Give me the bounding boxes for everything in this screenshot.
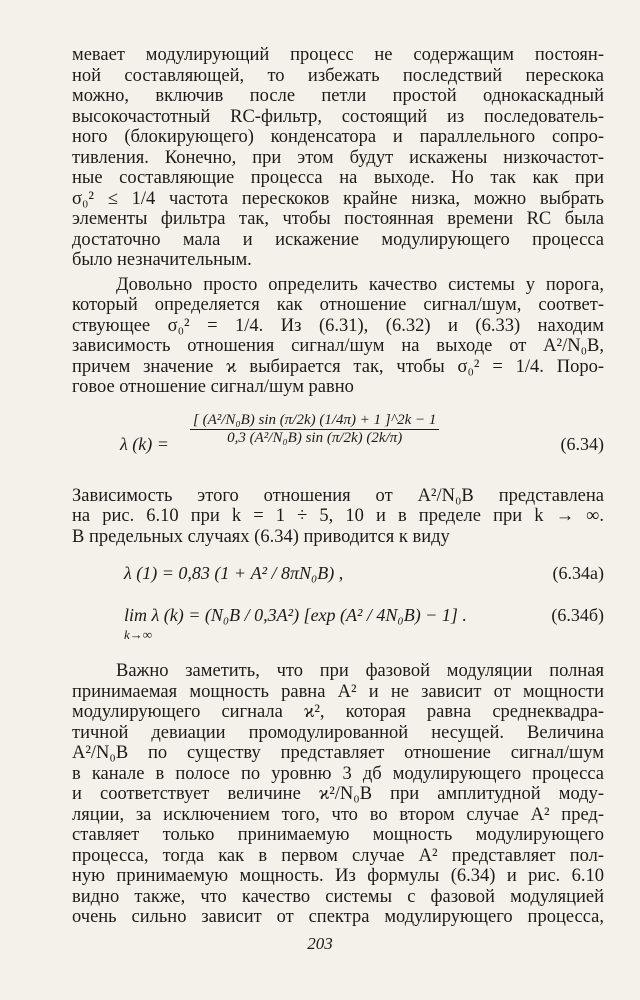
text-line: видно также, что качество системы с фазовой модуляцией (72, 886, 604, 907)
text-line: достаточно мала и искажение модулирующего процесса (72, 229, 604, 250)
equation-denominator: 0,3 (A²/N₀B) sin (π/2k) (2k/π) (227, 429, 403, 446)
text-line: очень сильно зависит от спектра модулирующего процесса, (72, 907, 604, 927)
paragraph-1 (72, 45, 604, 271)
equation-fraction (190, 412, 439, 447)
text-line: ной составляющей, то избежать последствий перескока (72, 65, 604, 86)
text-line: можно, включив после петли простой однокаскадный (72, 86, 604, 106)
equation-numerator: [ (A²/N₀B) sin (π/2k) (1/4π) + 1 ]^2k − 1 (190, 412, 439, 430)
text-line: мевает модулирующий процесс не содержащим постоян- (72, 45, 604, 65)
equation-number: (6.34) (560, 433, 604, 454)
text-line: ствующее σ₀² = 1/4. Из (6.31), (6.32) и (6.33) находим (72, 315, 604, 336)
limit-subscript: k→∞ (124, 627, 153, 642)
page-number: 203 (307, 934, 333, 953)
paragraph-3 (72, 486, 604, 548)
equation-text: λ (1) = 0,83 (1 + A² / 8πN₀B) , (124, 563, 344, 583)
text-line: ставляет только принимаемую мощность модулирующего (72, 825, 604, 845)
text-line: говое отношение сигнал/шум равно (72, 377, 354, 397)
text-line: элементы фильтра так, чтобы постоянная времени RC была (72, 209, 604, 229)
text-line: процесса, тогда как в первом случае A² представляет пол- (72, 845, 604, 866)
text-line: модулирующего сигнала ϰ², которая равна среднеквадра- (72, 702, 604, 722)
text-line: высокочастотный RC-фильтр, состоящий из последователь- (72, 106, 604, 127)
equation-6-34a (72, 553, 604, 597)
text-line: принимаемая мощность равна A² и не зависит от мощности (72, 681, 604, 702)
equation-lhs: λ (k) = (120, 433, 169, 454)
text-line: σ₀² ≤ 1/4 частота перескоков крайне низка, можно выбрать (72, 188, 604, 209)
text-line: в канале в полосе по уровню 3 дб модулирующего процесса (72, 763, 604, 784)
text-line: ляции, за исключением того, что во втором случае A² пред- (72, 804, 604, 825)
text-line: Довольно просто определить качество системы у порога, (116, 274, 604, 295)
text-line: A²/N₀B по существу представляет отношение сигнал/шум (72, 743, 604, 763)
text-line: который определяется как отношение сигнал/шум, соответ- (72, 295, 604, 315)
text-line: тивления. Конечно, при этом будут искажены низкочастот- (72, 147, 604, 168)
equation-number: (6.34а) (552, 563, 604, 583)
text-line: ную принимаемую мощность. Из формулы (6.34) и рис. 6.10 (72, 866, 604, 886)
equation-6-34b (72, 597, 604, 651)
equation-6-34 (72, 412, 604, 476)
paragraph-4 (72, 661, 604, 928)
page-body (72, 45, 604, 928)
text-line: ные составляющие процесса на выходе. Но так как при (72, 168, 604, 188)
text-line: и соответствует величине ϰ²/N₀B при амплитудной моду- (72, 784, 604, 804)
text-line: Важно заметить, что при фазовой модуляции полная (116, 661, 604, 681)
paragraph-2 (72, 275, 604, 398)
text-line: В предельных случаях (6.34) приводится к виду (72, 526, 450, 547)
text-line: Зависимость этого отношения от A²/N₀B представлена (72, 485, 604, 506)
text-line: на рис. 6.10 при k = 1 ÷ 5, 10 и в пределе при k → ∞. (72, 506, 604, 526)
equation-number: (6.34б) (551, 605, 604, 625)
equation-text: lim λ (k) = (N₀B / 0,3A²) [exp (A² / 4N₀B) − 1] . (124, 605, 467, 625)
text-line: зависимость отношения сигнал/шум на выходе от A²/N₀B, (72, 336, 604, 356)
text-line: тичной девиации промодулированной несущей. Величина (72, 722, 604, 743)
text-line: причем значение ϰ выбирается так, чтобы σ₀² = 1/4. Поро- (72, 356, 604, 377)
text-line: ного (блокирующего) конденсатора и параллельного сопро- (72, 127, 604, 147)
text-line: было незначительным. (72, 250, 252, 270)
